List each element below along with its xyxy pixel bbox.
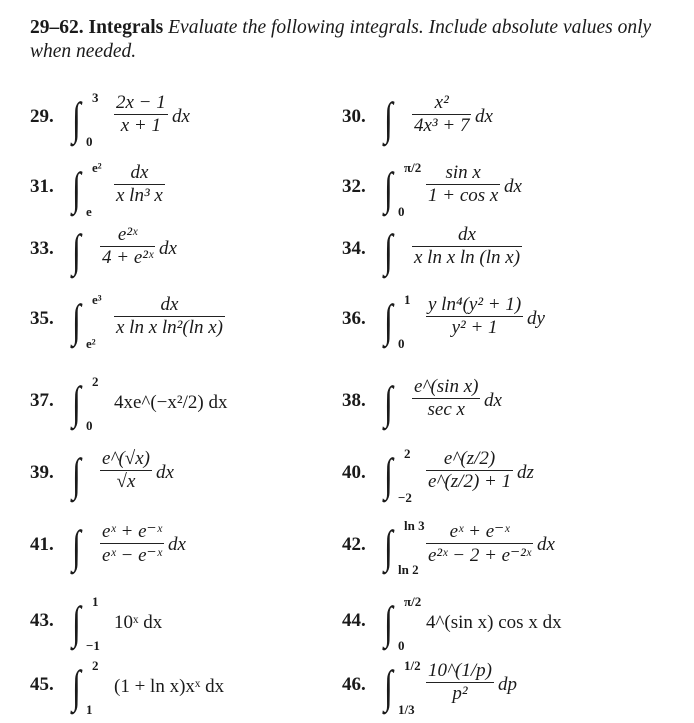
- lower-limit: 1/3: [398, 702, 415, 717]
- problem-number: 37.: [30, 390, 54, 411]
- integral-sign: ∫: [72, 377, 81, 428]
- upper-limit: 1: [92, 594, 99, 609]
- problem-number: 45.: [30, 674, 54, 695]
- integrand-expression: 10ˣ dx: [114, 612, 163, 633]
- problem-number: 31.: [30, 176, 54, 197]
- problem-number: 38.: [342, 390, 366, 411]
- problem-item: [342, 516, 672, 582]
- lower-limit: e²: [86, 336, 96, 351]
- problem-item: [342, 656, 672, 722]
- problem-item: [30, 516, 360, 582]
- problem-number: 44.: [342, 610, 366, 631]
- differential: dx: [475, 106, 493, 127]
- differential: dp: [498, 674, 517, 695]
- denominator: 4x³ + 7: [414, 115, 470, 137]
- integral-sign: ∫: [72, 93, 81, 144]
- problem-number: 41.: [30, 534, 54, 555]
- numerator: e²ˣ: [117, 224, 138, 245]
- denominator: x ln x ln²(ln x): [116, 317, 223, 339]
- integral-sign: ∫: [384, 661, 393, 712]
- integrand-fraction: [426, 520, 533, 567]
- denominator: y² + 1: [451, 317, 498, 339]
- numerator: e^(z/2): [443, 448, 496, 469]
- integrand-fraction: [426, 660, 494, 705]
- upper-limit: ln 3: [404, 518, 425, 533]
- problem-number: 32.: [342, 176, 366, 197]
- differential: dz: [517, 462, 534, 483]
- numerator: x²: [434, 92, 449, 113]
- numerator: dx: [458, 224, 476, 245]
- differential: dx: [537, 534, 555, 555]
- upper-limit: π/2: [404, 594, 422, 609]
- lower-limit: 1: [86, 702, 93, 717]
- problem-number: 35.: [30, 308, 54, 329]
- integrand-fraction: [426, 294, 523, 339]
- problem-item: [342, 444, 672, 510]
- upper-limit: 2: [404, 446, 411, 461]
- problem-number: 30.: [342, 106, 366, 127]
- problem-number: 40.: [342, 462, 366, 483]
- problem-number: 42.: [342, 534, 366, 555]
- lower-limit: 0: [86, 134, 93, 149]
- differential: dx: [159, 238, 177, 259]
- lower-limit: −1: [86, 638, 100, 653]
- exercise-range: 29–62.: [30, 17, 84, 38]
- problem-item: [30, 220, 360, 286]
- problem-number: 33.: [30, 238, 54, 259]
- differential: dx: [484, 390, 502, 411]
- problem-item: [342, 220, 672, 286]
- denominator: x ln³ x: [116, 185, 163, 207]
- problem-item: [342, 158, 672, 224]
- problem-item: [30, 158, 360, 224]
- lower-limit: 0: [398, 336, 405, 351]
- denominator: e²ˣ − 2 + e⁻²ˣ: [428, 545, 532, 567]
- lower-limit: −2: [398, 490, 412, 505]
- numerator: e^(sin x): [414, 376, 479, 397]
- upper-limit: e³: [92, 292, 102, 307]
- problem-item: [30, 372, 360, 438]
- integrand-expression: 4xe^(−x²/2) dx: [114, 392, 228, 413]
- upper-limit: π/2: [404, 160, 422, 175]
- integral-sign: ∫: [384, 93, 393, 144]
- integrand-fraction: [412, 92, 471, 137]
- integral-sign: ∫: [384, 449, 393, 500]
- integrand-expression: 4^(sin x) cos x dx: [426, 612, 562, 633]
- differential: dy: [527, 308, 545, 329]
- lower-limit: e: [86, 204, 92, 219]
- numerator: dx: [160, 294, 179, 315]
- numerator: eˣ + e⁻ˣ: [102, 521, 162, 542]
- numerator: 10^(1/p): [428, 660, 492, 681]
- differential: dx: [504, 176, 522, 197]
- problem-item: [30, 444, 360, 510]
- denominator: sec x: [427, 399, 465, 421]
- denominator: 4 + e²ˣ: [102, 247, 154, 269]
- denominator: p²: [452, 683, 468, 705]
- exercise-header: [30, 16, 680, 64]
- numerator: eˣ + e⁻ˣ: [449, 521, 510, 542]
- problem-number: 43.: [30, 610, 54, 631]
- upper-limit: 2: [92, 658, 99, 673]
- problem-number: 36.: [342, 308, 366, 329]
- upper-limit: e²: [92, 160, 102, 175]
- integrand-fraction: [412, 224, 522, 269]
- problem-item: [30, 656, 360, 722]
- denominator: eˣ − e⁻ˣ: [102, 545, 162, 567]
- integral-sign: ∫: [72, 449, 81, 500]
- denominator: 1 + cos x: [428, 185, 499, 207]
- integral-sign: ∫: [72, 597, 81, 648]
- integral-sign: ∫: [384, 163, 393, 214]
- integrand-fraction: [412, 376, 480, 421]
- integral-sign: ∫: [72, 295, 81, 346]
- denominator: x + 1: [120, 115, 162, 137]
- lower-limit: 0: [86, 418, 93, 433]
- problem-item: [30, 290, 360, 356]
- problem-number: 39.: [30, 462, 54, 483]
- differential: dx: [172, 106, 190, 127]
- integral-sign: ∫: [384, 295, 393, 346]
- integral-sign: ∫: [384, 597, 393, 648]
- upper-limit: 2: [92, 374, 99, 389]
- denominator: x ln x ln (ln x): [414, 247, 521, 269]
- problem-number: 29.: [30, 106, 54, 127]
- upper-limit: 1: [404, 292, 411, 307]
- integrand-fraction: [100, 224, 155, 269]
- integral-sign: ∫: [72, 163, 81, 214]
- upper-limit: 1/2: [404, 658, 421, 673]
- problem-item: [342, 592, 672, 658]
- numerator: 2x − 1: [116, 92, 166, 113]
- integral-sign: ∫: [72, 521, 81, 572]
- problem-item: [342, 290, 672, 356]
- denominator: √x: [116, 471, 136, 493]
- integrand-fraction: [114, 92, 168, 137]
- numerator: y ln⁴(y² + 1): [428, 294, 522, 315]
- integrand-fraction: [114, 162, 165, 207]
- exercise-instruction: Evaluate the following integrals. Include absolute values only when needed.: [30, 17, 652, 62]
- problem-item: [342, 372, 672, 438]
- integrand-fraction: [114, 294, 225, 339]
- lower-limit: 0: [398, 638, 405, 653]
- integral-sign: ∫: [384, 521, 393, 572]
- integrand-fraction: [100, 448, 152, 493]
- lower-limit: 0: [398, 204, 405, 219]
- integral-sign: ∫: [72, 225, 81, 276]
- lower-limit: ln 2: [398, 562, 419, 577]
- numerator: e^(√x): [102, 448, 150, 469]
- numerator: dx: [130, 162, 149, 183]
- integral-sign: ∫: [384, 225, 393, 276]
- problem-item: [342, 88, 672, 154]
- exercise-title: Integrals: [88, 17, 164, 38]
- integrand-expression: (1 + ln x)xˣ dx: [114, 676, 225, 697]
- numerator: sin x: [445, 162, 481, 183]
- upper-limit: 3: [92, 90, 99, 105]
- differential: dx: [168, 534, 186, 555]
- problem-number: 34.: [342, 238, 366, 259]
- integral-sign: ∫: [384, 377, 393, 428]
- integrand-fraction: [426, 162, 500, 207]
- problem-number: 46.: [342, 674, 366, 695]
- problem-item: [30, 88, 360, 154]
- differential: dx: [156, 462, 174, 483]
- problem-item: [30, 592, 360, 658]
- integral-sign: ∫: [72, 661, 81, 712]
- integrand-fraction: [426, 448, 513, 493]
- integrand-fraction: [100, 520, 164, 567]
- denominator: e^(z/2) + 1: [428, 471, 512, 493]
